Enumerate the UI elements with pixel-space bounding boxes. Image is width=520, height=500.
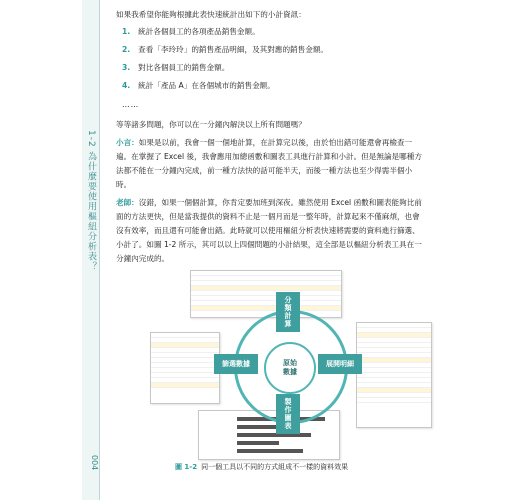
main-text bbox=[116, 8, 424, 270]
chapter-side-title: 1-2 為什麼要使用樞紐分析表？ bbox=[86, 130, 96, 272]
dialog-xiaoyan: 小言：如果是以前，我會一個一個地計算，在計算完以後，由於怕出錯可能還會再檢查一遍。在掌握了 Excel 後，我會應用加總函數和圖表工具進行計算和小計。但是無論是哪種方法都不能在一分鐘內完成，前一種方法快的話可能半天，而後一種方法也至少得需半個小時。 bbox=[116, 138, 422, 189]
label-bottom: 製作圖表 bbox=[276, 394, 300, 434]
list-item: 1. 統計各個員工的各項產品銷售金額。 bbox=[122, 27, 260, 36]
center-label: 原始 數據 bbox=[283, 359, 297, 376]
question-list bbox=[116, 26, 424, 92]
figure-caption bbox=[175, 462, 348, 472]
chart-bar bbox=[237, 449, 303, 453]
pivot-sheet-left bbox=[150, 332, 220, 404]
figure-caption-text: 同一個工具以不同的方式組成不一樣的資料效果 bbox=[201, 463, 349, 471]
label-top: 分類計算 bbox=[276, 292, 300, 332]
list-item: 2. 查看「李玲玲」的銷售產品明細，及其對應的銷售金額。 bbox=[122, 45, 329, 54]
center-original-data bbox=[264, 342, 316, 394]
pivot-sheet-top bbox=[190, 270, 342, 318]
ellipsis: …… bbox=[122, 100, 140, 109]
dialog-teacher: 老師：沒錯，如果一個個計算，你肯定要加班到深夜。雖然使用 Excel 函數和圖表能夠比前面的方法更快，但是當我提供的資料不止是一個月而是一整年時，計算起來不僅麻煩，也會沒有效率，而且還有可能會出錯。此時就可以使用樞紐分析表快速將需要的資料進行篩選、小計了。如圖 1-2 所示，其可以以上四個問題的小計結果，這全部是以樞紐分析表工具在一分鐘內完成的。 bbox=[116, 198, 422, 263]
page-number: 004 bbox=[90, 455, 99, 471]
pivot-sheet-right bbox=[356, 322, 432, 428]
label-left: 篩選數據 bbox=[214, 354, 258, 374]
chart-bar bbox=[237, 441, 279, 445]
figure-1-2 bbox=[150, 270, 430, 460]
figure-caption-number: 圖 1-2 bbox=[175, 463, 198, 471]
list-item: 4. 統計「產品 A」在各個城市的銷售金額。 bbox=[122, 81, 275, 90]
intro-paragraph: 如果我希望你能夠根據此表快速統計出如下的小計資訊： bbox=[116, 10, 306, 19]
side-divider bbox=[99, 0, 100, 500]
label-right: 展開明細 bbox=[318, 354, 362, 374]
question-paragraph: 等等諸多問題，你可以在一分鐘內解決以上所有問題嗎？ bbox=[116, 120, 306, 129]
list-item: 3. 對比各個員工的銷售金額。 bbox=[122, 63, 230, 72]
